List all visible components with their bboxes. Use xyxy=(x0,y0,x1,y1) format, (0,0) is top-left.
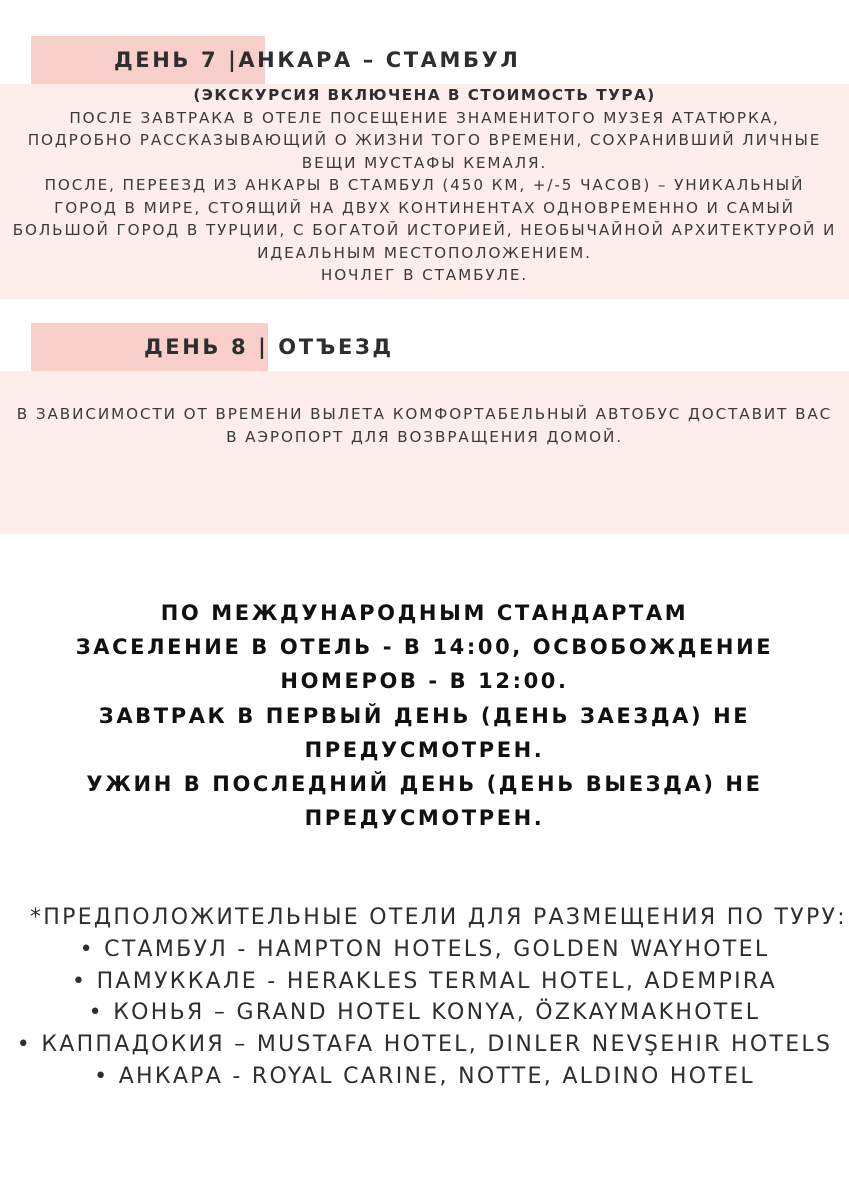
day7-description xyxy=(0,84,849,287)
notes-line: ПО МЕЖДУНАРОДНЫМ СТАНДАРТАМ xyxy=(160,601,689,625)
day8-heading: ДЕНЬ 8 | ОТЪЕЗД xyxy=(144,335,394,359)
day7-subtitle: (ЭКСКУРСИЯ ВКЛЮЧЕНА В СТОИМОСТЬ ТУРА) xyxy=(193,86,656,104)
hotel-item-text: КАППАДОКИЯ – MUSTAFA HOTEL, DINLER NEVŞEHIR HOTELS xyxy=(41,1032,833,1058)
day7-line: ПОСЛЕ, ПЕРЕЕЗД ИЗ АНКАРЫ В СТАМБУЛ (450 КМ, +/-5 ЧАСОВ) – УНИКАЛЬНЫЙ xyxy=(44,176,805,194)
day7-line: ВЕЩИ МУСТАФЫ КЕМАЛЯ. xyxy=(301,153,548,172)
check-in-notes xyxy=(0,596,849,835)
bullet-icon: • xyxy=(72,968,88,994)
notes-line: ЗАВТРАК В ПЕРВЫЙ ДЕНЬ (ДЕНЬ ЗАЕЗДА) НЕ xyxy=(98,703,751,728)
notes-line: ПРЕДУСМОТРЕН. xyxy=(304,806,545,831)
day7-line: ИДЕАЛЬНЫМ МЕСТОПОЛОЖЕНИЕМ. xyxy=(257,243,592,262)
hotel-item-text: ПАМУККАЛЕ - HERAKLES TERMAL HOTEL, ADEMPIRA xyxy=(96,968,777,994)
list-item xyxy=(0,966,849,998)
hotel-item-text: АНКАРА - ROYAL CARINE, NOTTE, ALDINO HOTEL xyxy=(118,1063,755,1089)
list-item xyxy=(0,934,849,966)
day8-description xyxy=(0,403,849,448)
list-item xyxy=(0,1029,849,1061)
day7-line: НОЧЛЕГ В СТАМБУЛЕ. xyxy=(320,266,529,284)
list-item xyxy=(0,1061,849,1093)
hotel-item-text: СТАМБУЛ - HAMPTON HOTELS, GOLDEN WAYHOTEL xyxy=(104,936,770,962)
bullet-icon: • xyxy=(88,1000,104,1026)
notes-line: ПРЕДУСМОТРЕН. xyxy=(304,737,545,762)
bullet-icon: • xyxy=(79,936,95,962)
bullet-icon: • xyxy=(16,1032,33,1058)
hotels-title: *ПРЕДПОЛОЖИТЕЛЬНЫЕ ОТЕЛИ ДЛЯ РАЗМЕЩЕНИЯ ПО ТУРУ: xyxy=(30,905,847,930)
notes-line: УЖИН В ПОСЛЕДНИЙ ДЕНЬ (ДЕНЬ ВЫЕЗДА) НЕ xyxy=(86,772,763,797)
hotel-item-text: КОНЬЯ – GRAND HOTEL KONYA, ÖZKAYMAKHOTEL xyxy=(113,1000,761,1026)
day7-line: ПОДРОБНО РАССКАЗЫВАЮЩИЙ О ЖИЗНИ ТОГО ВРЕМЕНИ, СОХРАНИВШИЙ ЛИЧНЫЕ xyxy=(27,131,822,149)
day7-line: ГОРОД В МИРЕ, СТОЯЩИЙ НА ДВУХ КОНТИНЕНТАХ ОДНОВРЕМЕННО И САМЫЙ xyxy=(54,198,795,217)
notes-line: НОМЕРОВ - В 12:00. xyxy=(280,669,569,694)
day8-description-band xyxy=(0,371,849,534)
day7-heading: ДЕНЬ 7 |АНКАРА – СТАМБУЛ xyxy=(114,48,521,72)
day8-line: В ЗАВИСИМОСТИ ОТ ВРЕМЕНИ ВЫЛЕТА КОМФОРТАБЕЛЬНЫЙ АВТОБУС ДОСТАВИТ ВАС xyxy=(16,405,833,423)
hotels-section xyxy=(0,902,849,1093)
day8-line: В АЭРОПОРТ ДЛЯ ВОЗВРАЩЕНИЯ ДОМОЙ. xyxy=(226,427,623,446)
list-item xyxy=(0,997,849,1029)
day7-line: БОЛЬШОЙ ГОРОД В ТУРЦИИ, С БОГАТОЙ ИСТОРИЕЙ, НЕОБЫЧАЙНОЙ АРХИТЕКТУРОЙ И xyxy=(12,221,837,239)
hotels-list xyxy=(0,934,849,1093)
day7-line: ПОСЛЕ ЗАВТРАКА В ОТЕЛЕ ПОСЕЩЕНИЕ ЗНАМЕНИТОГО МУЗЕЯ АТАТЮРКА, xyxy=(69,108,780,127)
notes-line: ЗАСЕЛЕНИЕ В ОТЕЛЬ - В 14:00, ОСВОБОЖДЕНИЕ xyxy=(75,635,774,660)
bullet-icon: • xyxy=(94,1063,110,1089)
